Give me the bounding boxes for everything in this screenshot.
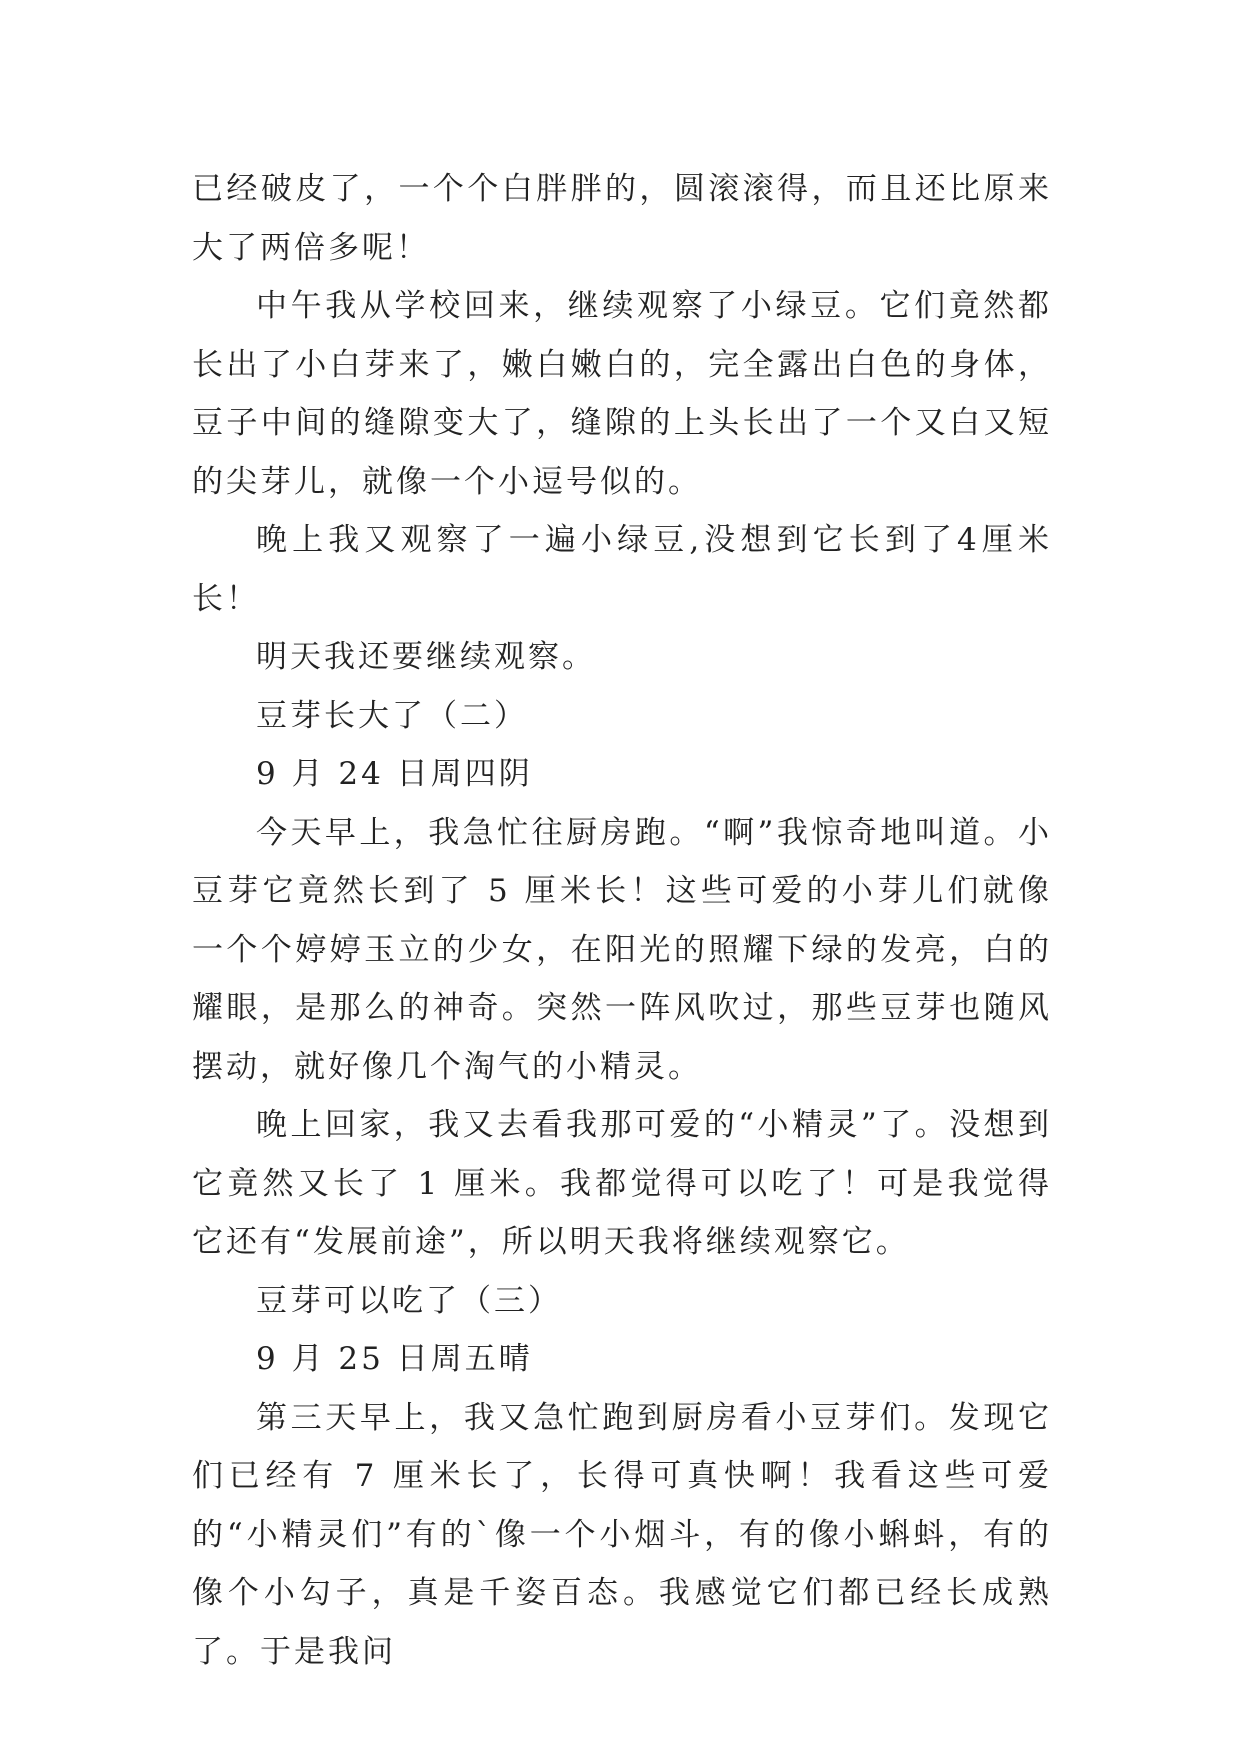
paragraph: 晚上回家，我又去看我那可爱的“小精灵”了。没想到它竟然又长了 1 厘米。我都觉得可以吃了！可是我觉得它还有“发展前途”，所以明天我将继续观察它。 [192,1107,1052,1260]
paragraph: 今天早上，我急忙往厨房跑。“啊”我惊奇地叫道。小豆芽它竟然长到了 5 厘米长！这些可爱的小芽儿们就像一个个婷婷玉立的少女，在阳光的照耀下绿的发亮，白的耀眼，是那么的神奇。突然一阵风吹过，那些豆芽也随风摆动，就好像几个淘气的小精灵。 [192,814,1052,1085]
paragraph: 中午我从学校回来，继续观察了小绿豆。它们竟然都长出了小白芽来了，嫩白嫩白的，完全露出白色的身体，豆子中间的缝隙变大了，缝隙的上头长出了一个又白又短的尖芽儿，就像一个小逗号似的。 [192,288,1052,500]
date-line: 9 月 24 日周四阴 [256,756,533,792]
paragraph: 第三天早上，我又急忙跑到厨房看小豆芽们。发现它们已经有 7 厘米长了，长得可真快啊！我看这些可爱的“小精灵们”有的`像一个小烟斗，有的像小蝌蚪，有的像个小勾子，真是千姿百态。我感觉它们都已经长成熟了。于是我问 [192,1399,1052,1670]
paragraph: 已经破皮了，一个个白胖胖的，圆滚滚得，而且还比原来大了两倍多呢！ [192,171,1052,266]
date-line: 9 月 25 日周五晴 [256,1341,533,1377]
section-heading: 豆芽可以吃了（三） [256,1282,562,1319]
document-body [192,160,1052,1681]
section-heading: 豆芽长大了（二） [256,697,528,734]
paragraph: 晚上我又观察了一遍小绿豆,没想到它长到了4厘米长！ [192,522,1052,617]
paragraph: 明天我还要继续观察。 [256,639,596,675]
